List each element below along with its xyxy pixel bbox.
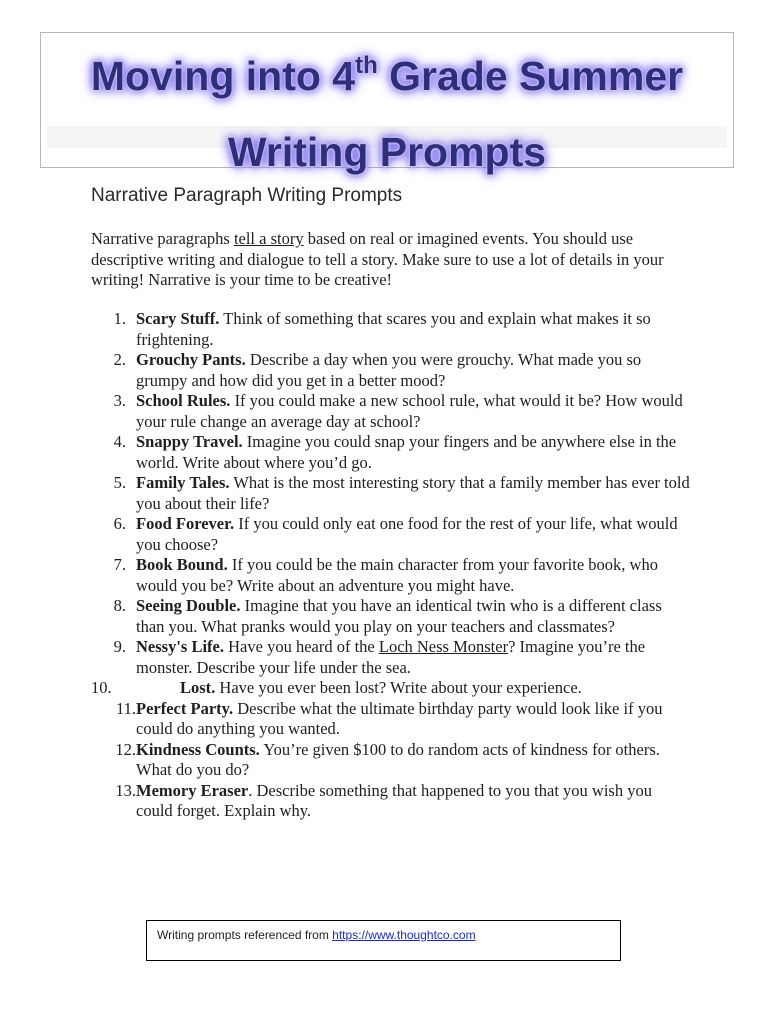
- intro-underlined-phrase: tell a story: [233, 229, 304, 248]
- prompt-item: [91, 678, 691, 699]
- prompt-title: Nessy's Life.: [136, 637, 224, 656]
- prompt-item: [91, 473, 691, 514]
- prompt-number: 11.: [115, 698, 136, 718]
- prompt-number: 10.: [91, 678, 112, 697]
- reference-footer: [146, 920, 621, 961]
- prompt-number: 4.: [113, 432, 126, 451]
- prompt-item: [91, 699, 691, 740]
- prompt-title: Family Tales.: [136, 473, 230, 492]
- prompt-number: 9.: [113, 637, 126, 656]
- prompt-text: Imagine that you have an identical twin who is a different class than you. What pranks would you play on your teachers and classmates?: [136, 596, 662, 636]
- prompt-body: [136, 678, 582, 697]
- footer-label: Writing prompts referenced from: [157, 928, 333, 942]
- prompt-title: Perfect Party.: [136, 698, 234, 718]
- prompt-text: If you could make a new school rule, what would it be? How would your rule change an average day at school?: [136, 391, 683, 431]
- prompt-text: Have you ever been lost? Write about your experience.: [215, 678, 582, 697]
- section-heading: Narrative Paragraph Writing Prompts: [91, 185, 403, 206]
- prompt-item: [91, 350, 691, 391]
- prompt-title: Seeing Double.: [136, 596, 241, 615]
- page-title-line-1: [41, 52, 733, 100]
- prompt-text: . Describe something that happened to you that you wish you could forget. Explain why.: [136, 780, 652, 820]
- prompt-number: 1.: [113, 309, 126, 328]
- prompt-title: Grouchy Pants.: [136, 350, 246, 369]
- prompt-number: 7.: [113, 555, 126, 574]
- prompt-title: Memory Eraser: [136, 780, 249, 800]
- intro-paragraph: Narrative paragraphs tell a story based on real or imagined events. You should use descriptive writing and dialogue to tell a story. Make sure to use a lot of details in your writing! Narrative is your time to be creative!: [91, 229, 664, 289]
- prompt-text: Think of something that scares you and explain what makes it so frightening.: [136, 309, 651, 349]
- prompt-number: 2.: [113, 350, 126, 369]
- prompt-item: [91, 309, 691, 350]
- prompt-title: School Rules.: [136, 391, 231, 410]
- prompt-item: [91, 596, 691, 637]
- prompt-item: [91, 514, 691, 555]
- title-superscript: th: [355, 52, 378, 80]
- prompt-text: What is the most interesting story that a family member has ever told you about their life?: [136, 473, 690, 513]
- prompt-item: [91, 555, 691, 596]
- prompt-list: [91, 309, 691, 822]
- prompt-text: Have you heard of the: [224, 637, 379, 656]
- prompt-number: 12.: [115, 739, 136, 759]
- prompt-title: Lost.: [180, 678, 216, 697]
- prompt-number: 6.: [113, 514, 126, 533]
- thoughtco-link[interactable]: https://www.thoughtco.com: [332, 928, 476, 942]
- prompt-item: [91, 432, 691, 473]
- prompt-text: You’re given $100 to do random acts of kindness for others. What do you do?: [136, 739, 660, 779]
- prompt-number: 8.: [113, 596, 126, 615]
- prompt-title: Book Bound.: [136, 555, 228, 574]
- page-title-line-2: Writing Prompts: [227, 129, 547, 175]
- prompt-text: Describe a day when you were grouchy. What made you so grumpy and how did you get in a better mood?: [136, 350, 642, 390]
- prompt-title: Food Forever.: [136, 514, 235, 533]
- prompt-title: Scary Stuff.: [136, 309, 220, 328]
- prompt-item: [91, 391, 691, 432]
- prompt-text: ? Imagine you’re the monster. Describe your life under the sea.: [136, 637, 646, 677]
- prompt-item: [91, 637, 691, 678]
- title-banner: [40, 32, 734, 175]
- prompt-item: [91, 740, 691, 781]
- prompt-number: 3.: [113, 391, 126, 410]
- prompt-title: Kindness Counts.: [136, 739, 260, 759]
- prompt-title: Snappy Travel.: [136, 432, 243, 451]
- prompt-number: 5.: [113, 473, 126, 492]
- prompt-text: If you could be the main character from your favorite book, who would you be? Write about an adventure you might have.: [136, 555, 658, 595]
- title-text: Moving into 4: [90, 53, 356, 99]
- prompt-text: Describe what the ultimate birthday party would look like if you could do anything you wanted.: [136, 698, 663, 738]
- prompt-text: If you could only eat one food for the rest of your life, what would you choose?: [136, 514, 678, 554]
- prompt-text: Imagine you could snap your fingers and be anywhere else in the world. Write about where you’d go.: [136, 432, 677, 472]
- title-text-end: Grade Summer: [377, 53, 684, 99]
- prompt-item: [91, 781, 691, 822]
- loch-ness-link[interactable]: Loch Ness Monster: [378, 637, 509, 656]
- prompt-number: 13.: [115, 780, 136, 800]
